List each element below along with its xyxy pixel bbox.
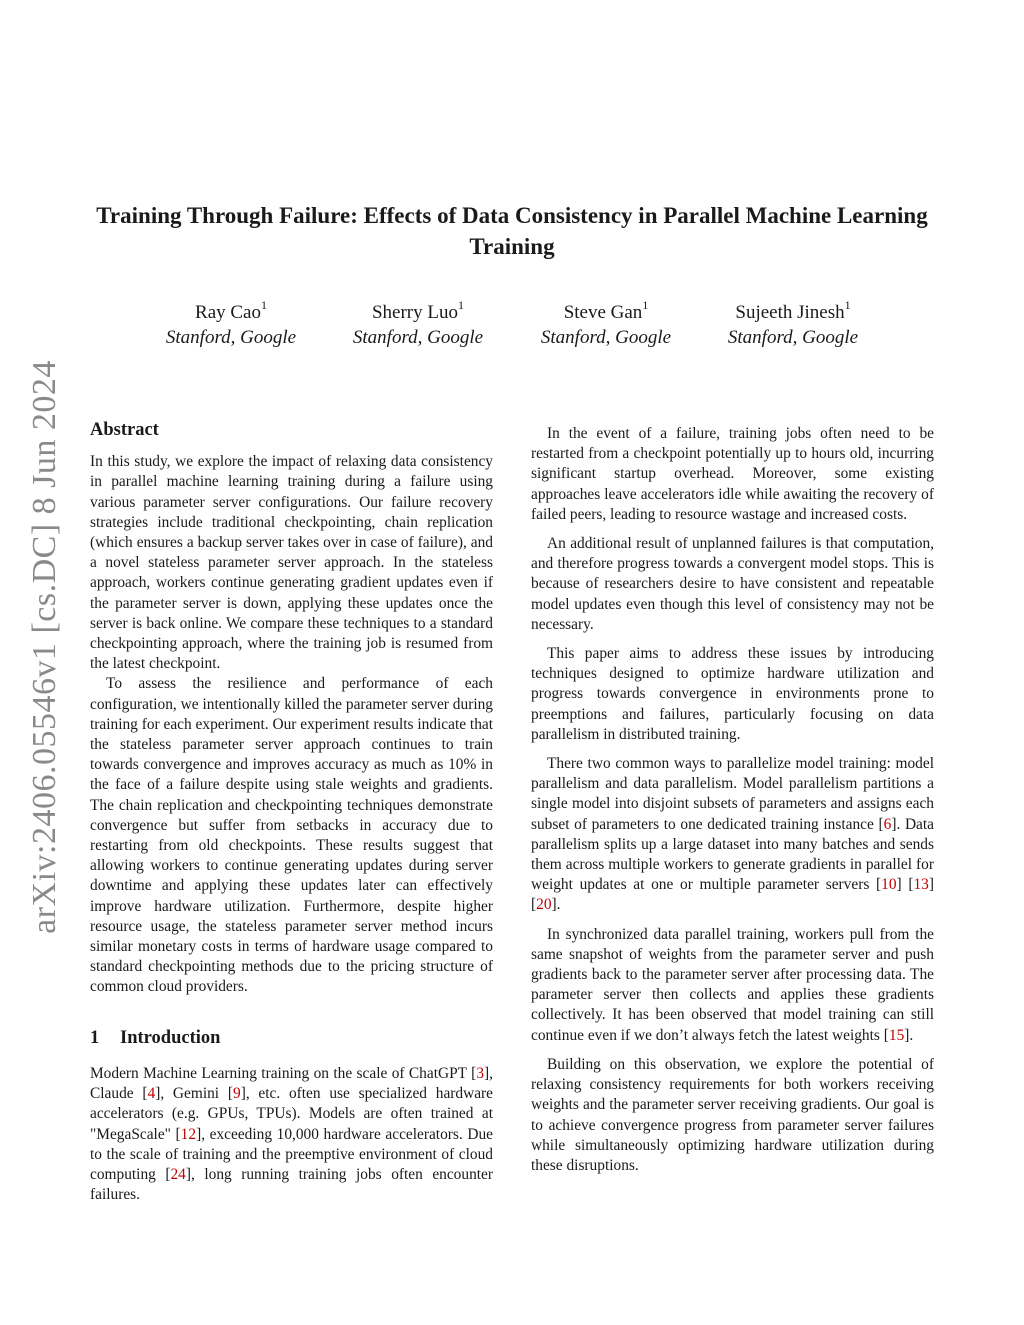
citation-link[interactable]: 3 xyxy=(476,1064,485,1082)
body-paragraph: There two common ways to parallelize model training: model parallelism and data parallelism. Model parallelism partitions a single model into disjoint subsets of parameters and assigns each subset of parameters to one dedicated training instance [6]. Data parallelism splits up a large dataset into many batches and sends them across multiple workers to generate gradients in parallel for weight updates at one or multiple parameter servers [10] [13] [20]. xyxy=(531,755,934,914)
author-affiliation: Stanford, Google xyxy=(165,327,297,348)
abstract-heading: Abstract xyxy=(90,420,159,440)
body-paragraph: An additional result of unplanned failures is that computation, and therefore progress towards a convergent model stops. This is because of researchers desire to have consistent and repeatable model updates even though this level of consistency may not be necessary. xyxy=(531,535,934,633)
citation-link[interactable]: 4 xyxy=(147,1085,156,1103)
citation-link[interactable]: 20 xyxy=(536,896,552,914)
body-paragraph: This paper aims to address these issues by introducing techniques designed to optimize hardware utilization and progress towards convergence in environments prone to preemptions and failures, particularly focusing on data parallelism in distributed training. xyxy=(531,645,934,743)
right-column xyxy=(531,424,934,1185)
author-affiliation: Stanford, Google xyxy=(540,327,672,348)
citation-link[interactable]: 6 xyxy=(883,815,892,833)
author-block xyxy=(693,297,893,350)
body-paragraph: In synchronized data parallel training, workers pull from the same snapshot of weights from the parameter server and push gradients back to the parameter server after processing data. The parameter server then collects and applies these gradients collectively. It has been observed that model training can still continue even if we don’t always fetch the latest weights [15]. xyxy=(531,925,934,1044)
citation-link[interactable]: 13 xyxy=(913,876,929,894)
abstract-paragraph: In this study, we explore the impact of relaxing data consistency in parallel machine learning training during a failure using various parameter server configurations. Our failure recovery strategies include traditional checkpointing, chain replication (which ensures a backup server takes over in case of failure), and a novel stateless parameter server approach. In the stateless approach, workers continue generating gradient updates even if the parameter server is down, applying these updates once the server is back online. We compare these techniques to a standard checkpointing approach, where the training job is resumed from the latest checkpoint. xyxy=(90,453,493,673)
author-name: Sujeeth Jinesh xyxy=(735,302,845,323)
arxiv-identifier-stamp xyxy=(26,360,64,934)
author-affiliation: Stanford, Google xyxy=(727,327,859,348)
citation-link[interactable]: 10 xyxy=(881,876,897,894)
arxiv-identifier-text: arXiv:2406.05546v1 [cs.DC] 8 Jun 2024 xyxy=(26,360,64,934)
citation-link[interactable]: 15 xyxy=(888,1026,905,1044)
citation-link[interactable]: 24 xyxy=(170,1165,186,1183)
author-block xyxy=(318,297,518,350)
author-affiliation-mark: 1 xyxy=(844,297,851,312)
citation-link[interactable]: 12 xyxy=(180,1125,197,1143)
paper-title: Training Through Failure: Effects of Data Consistency in Parallel Machine Learning Training xyxy=(96,203,928,259)
abstract-paragraph: To assess the resilience and performance of each configuration, we intentionally killed the parameter server during training for each experiment. Our experiment results indicate that the stateless parameter server approach continues to train towards convergence and improves accuracy as much as 10% in the face of a failure despite using stale weights and gradients. The chain replication and checkpointing techniques demonstrate convergence but suffer from setbacks in accuracy due to restarting from old checkpoints. These results suggest that allowing workers to continue generating updates during server downtime and applying these updates later can effectively improve hardware utilization. Furthermore, despite higher resource usage, the stateless parameter server method incurs similar monetary costs in terms of hardware usage compared to standard checkpointing methods due to the pricing structure of common cloud providers. xyxy=(90,675,493,996)
author-name: Ray Cao xyxy=(195,302,261,323)
author-name: Steve Gan xyxy=(563,302,643,323)
section-title: Introduction xyxy=(120,1027,221,1048)
author-block xyxy=(131,297,331,350)
author-affiliation-mark: 1 xyxy=(260,297,267,312)
introduction-paragraph: Modern Machine Learning training on the scale of ChatGPT [3], Claude [4], Gemini [9], etc. often use specialized hardware accelerators (e.g. GPUs, TPUs). Models are often trained at "MegaScale" [12], exceeding 10,000 hardware accelerators. Due to the scale of training and the preemptive environment of cloud computing [24], long running training jobs often encounter failures. xyxy=(90,1064,494,1204)
body-paragraph: Building on this observation, we explore the potential of relaxing consistency requirements for both workers receiving weights and the parameter server receiving gradients. Our goal is to achieve convergence progress from parameter server failures while simultaneously optimizing hardware utilization during these disruptions. xyxy=(531,1055,934,1174)
author-block xyxy=(506,297,706,350)
section-number: 1 xyxy=(90,1027,100,1048)
author-name: Sherry Luo xyxy=(371,302,458,323)
author-affiliation-mark: 1 xyxy=(642,297,649,312)
author-affiliation-mark: 1 xyxy=(458,297,464,312)
body-paragraph: In the event of a failure, training jobs often need to be restarted from a checkpoint potentially up to hours old, incurring significant startup overhead. Moreover, some existing approaches leave accelerators idle while awaiting the recovery of failed peers, leading to resource wastage and increased costs. xyxy=(531,425,934,523)
section-heading-introduction xyxy=(90,1028,493,1048)
citation-link[interactable]: 9 xyxy=(232,1085,241,1103)
author-affiliation: Stanford, Google xyxy=(352,327,484,348)
left-column xyxy=(90,420,493,1205)
